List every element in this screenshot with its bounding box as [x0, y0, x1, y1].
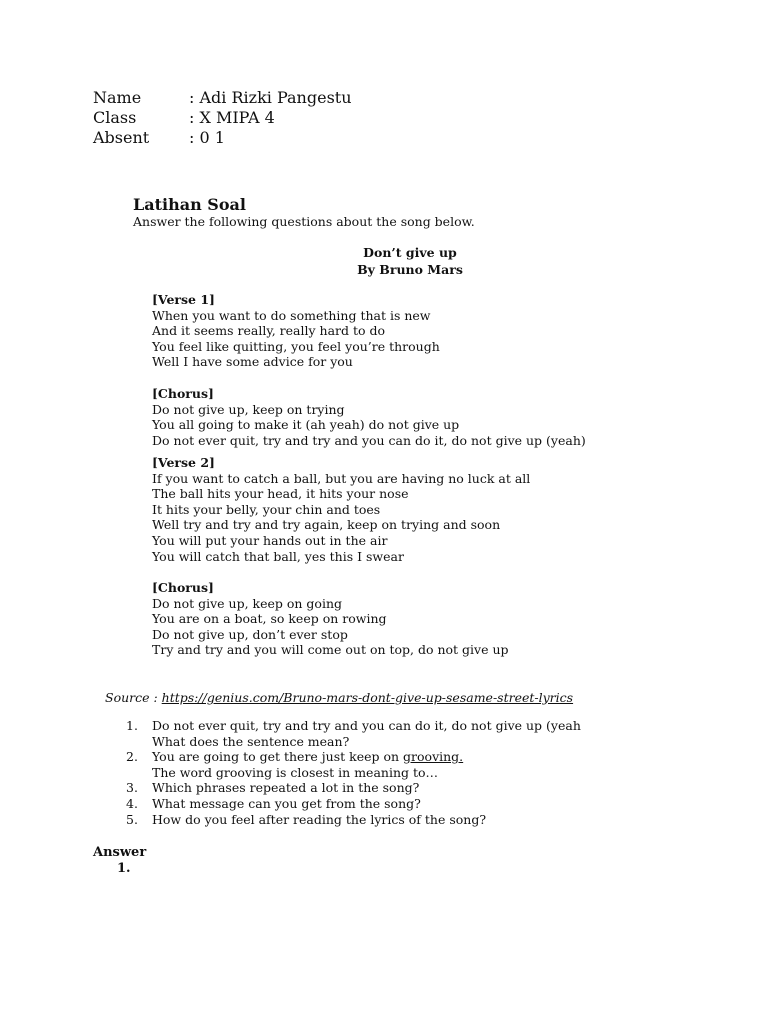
- lyric-line: You all going to make it (ah yeah) do not give up: [152, 417, 460, 433]
- lyric-line: If you want to catch a ball, but you are having no luck at all: [152, 470, 531, 486]
- answer-number: 1.: [117, 861, 131, 876]
- underlined-word: grooving.: [403, 749, 464, 765]
- verse-1-heading: [Verse 1]: [152, 292, 215, 307]
- verse-2-heading: [Verse 2]: [152, 455, 215, 470]
- question-5: [126, 812, 581, 828]
- lyric-line: Try and try and you will come out on top, do not give up: [152, 642, 509, 658]
- question-1: [126, 718, 581, 734]
- question-number: 3.: [126, 780, 138, 796]
- lyric-line: Do not ever quit, try and try and you can do it, do not give up (yeah): [152, 432, 586, 448]
- class-row: [93, 108, 352, 128]
- lyric-line: Do not give up, keep on going: [152, 595, 342, 611]
- lyric-line: Do not give up, keep on trying: [152, 401, 345, 417]
- question-number: 1.: [126, 718, 138, 733]
- question-3: [126, 780, 581, 796]
- question-text: How do you feel after reading the lyrics of the song?: [152, 811, 487, 827]
- chorus-2: [152, 580, 509, 658]
- verse-2: [152, 455, 530, 564]
- lyric-line: You will put your hands out in the air: [152, 532, 388, 548]
- question-1-continued: What does the sentence mean?: [152, 733, 350, 749]
- question-number: 4.: [126, 795, 138, 811]
- lyric-line: It hits your belly, your chin and toes: [152, 501, 381, 517]
- class-label: Class: [93, 108, 137, 127]
- lyric-line: You feel like quitting, you feel you’re through: [152, 338, 440, 354]
- song-artist: By Bruno Mars: [357, 262, 463, 277]
- name-label: Name: [93, 88, 142, 107]
- class-value: : X MIPA 4: [189, 108, 275, 127]
- verse-1: [152, 292, 440, 370]
- question-text: Which phrases repeated a lot in the song?: [152, 780, 420, 796]
- question-text: [152, 749, 463, 765]
- answer-heading: Answer: [93, 845, 147, 860]
- student-info: [93, 88, 352, 148]
- chorus-2-heading: [Chorus]: [152, 580, 214, 595]
- song-title: Don’t give up: [363, 245, 457, 260]
- question-number: 5.: [126, 811, 138, 827]
- absent-label: Absent: [93, 128, 150, 147]
- lyric-line: You will catch that ball, yes this I swear: [152, 548, 404, 564]
- question-text-start: You are going to get there just keep on: [152, 749, 404, 765]
- lyric-line: When you want to do something that is new: [152, 307, 431, 323]
- exercise-instruction: Answer the following questions about the song below.: [133, 214, 475, 229]
- question-text: What message can you get from the song?: [152, 795, 421, 811]
- name-row: [93, 88, 352, 108]
- chorus-1-heading: [Chorus]: [152, 386, 214, 401]
- question-4: [126, 796, 581, 812]
- question-list: [126, 718, 581, 827]
- source-citation: [105, 690, 573, 705]
- question-number: 2.: [126, 749, 138, 765]
- lyric-line: Well I have some advice for you: [152, 354, 353, 370]
- question-2: [126, 749, 581, 765]
- question-2-continued: The word grooving is closest in meaning to…: [152, 764, 439, 780]
- chorus-1: [152, 386, 586, 448]
- lyric-line: And it seems really, really hard to do: [152, 323, 386, 339]
- source-link[interactable]: https://genius.com/Bruno-mars-dont-give-up-sesame-street-lyrics: [161, 690, 574, 705]
- name-value: : Adi Rizki Pangestu: [189, 88, 352, 107]
- lyric-line: You are on a boat, so keep on rowing: [152, 611, 387, 627]
- absent-row: [93, 128, 352, 148]
- lyric-line: Well try and try and try again, keep on trying and soon: [152, 517, 501, 533]
- source-label: Source :: [105, 690, 162, 705]
- exercise-title: Latihan Soal: [133, 195, 246, 214]
- absent-value: : 0 1: [189, 128, 225, 147]
- lyric-line: Do not give up, don’t ever stop: [152, 626, 348, 642]
- question-text: Do not ever quit, try and try and you can do it, do not give up (yeah: [152, 718, 581, 733]
- lyric-line: The ball hits your head, it hits your nose: [152, 486, 409, 502]
